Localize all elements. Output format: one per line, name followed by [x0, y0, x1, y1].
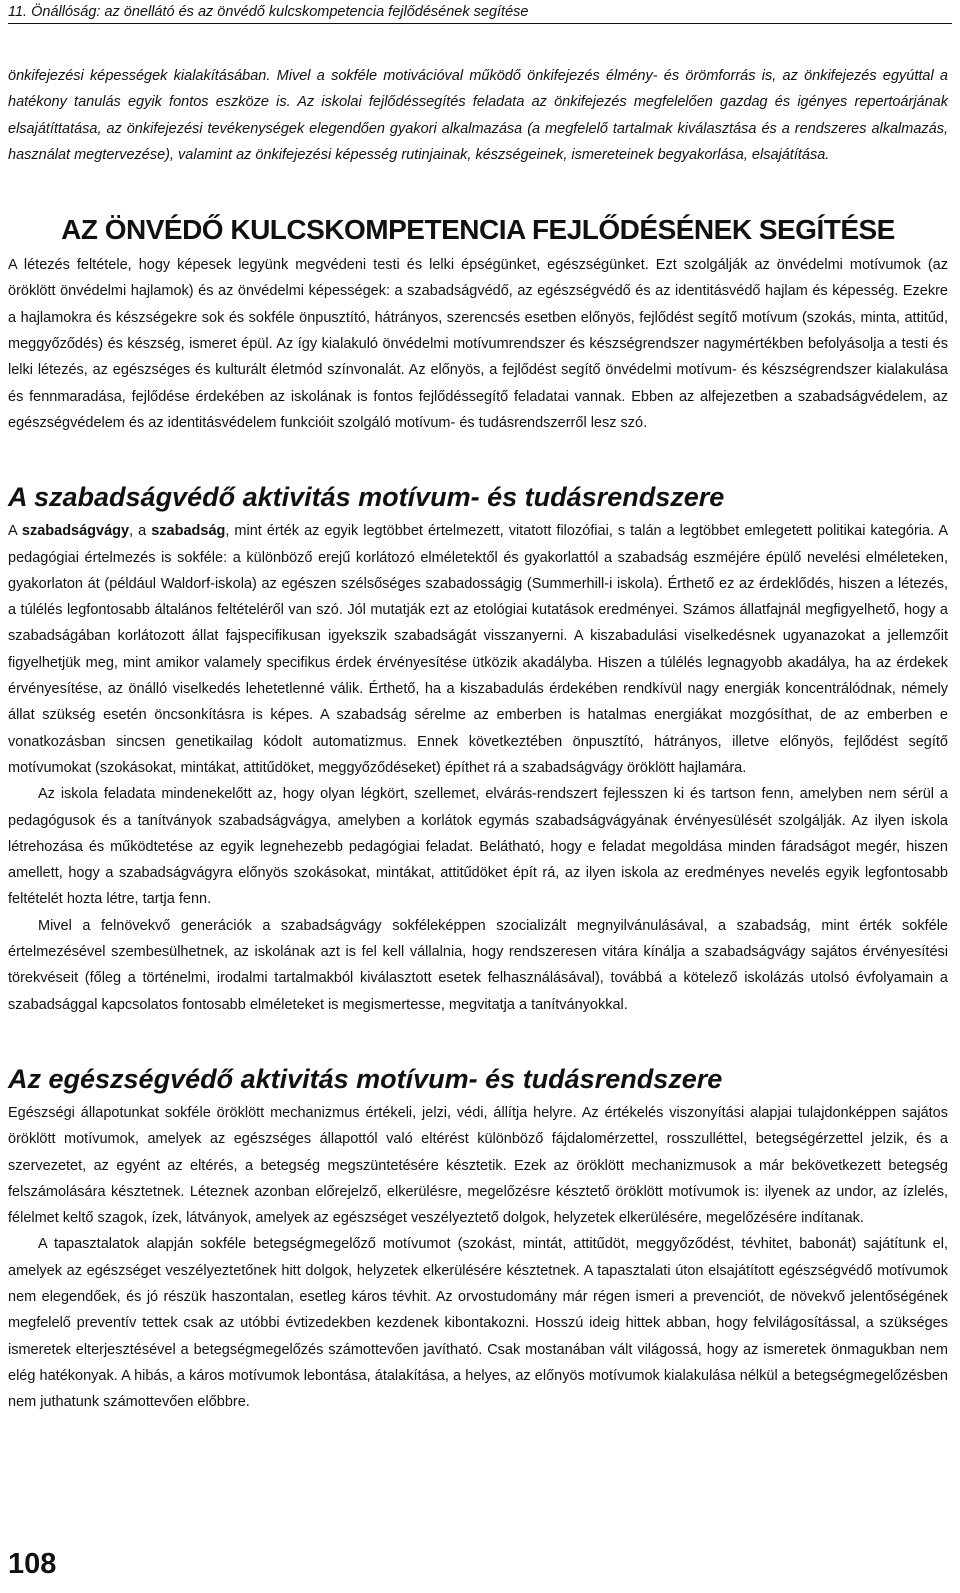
freedom-paragraph-3: Mivel a felnövekvő generációk a szabadságvágy sokféleképpen szocializált megnyilvánulásával, a szabadság, mint érték sokféle értelmezésével szembesülhetnek, az iskolának azt is fel kell vállalnia, hogy rendszeresen vitára kínálja a szabadságvágy sajátos érvényesítési törekvéseit (főleg a történelmi, irodalmi tartalmakból kiválasztott esetek felhasználásával), továbbá a kötelező iskolázás utolsó évfolyamain a szabadsággal kapcsolatos fontosabb elméleteket is megismertesse, megvitatja a tanítványokkal. [8, 917, 948, 1013]
chapter-intro-paragraph: A létezés feltétele, hogy képesek legyünk megvédeni testi és lelki épségünket, egészségünket. Ezt szolgálják az önvédelmi motívumok (az öröklött önvédelmi hajlamok) és az önvédelmi képességek: a szabadságvédő, az egészségvédő és az identitásvédő hajlam és képesség. Ezekre a hajlamokra és készségekre sok és sokféle önpusztító, hátrányos, szerencsés esetben előnyös, fejlődést segítő motívum (szokás, minta, attitűd, meggyőződés) és készség, ismeret épül. Az így kialakuló önvédelmi motívumrendszer és készségrendszer nagymértékben befolyásolja a testi és lelki létezés, az egészséges és kulturált életmód színvonalát. Az előnyös, a fejlődést segítő önvédelmi motívum- és készségrendszer kialakulása és fennmaradása, fejlődése érdekében az iskolának is fontos fejlődéssegítő feladatai vannak. Ebben az alfejezetben a szabadságvédelem, az egészségvédelem és az identitásvédelem funkcióit szolgáló motívum- és tudásrendszerről lesz szó. [8, 257, 948, 431]
page-number: 108 [8, 1548, 57, 1580]
health-paragraph-2: A tapasztalatok alapján sokféle betegségmegelőző motívumot (szokást, mintát, attitűdöt, meggyőződést, tévhitet, babonát) sajátítunk el, amelyek az egészséget veszélyeztetőnek hitt dolgok, helyzetek elkerülésére késztetnek. A tapasztalati úton elsajátított egészségvédő motívumok nem elegendőek, és jó részük haszontalan, esetleg káros tévhit. Az orvostudomány már régen ismeri a prevenciót, de növekvő jelentőségének megfelelő preventív tettek csak az utóbbi évtizedekben kezdenek kibontakozni. Hosszú ideig hittek abban, hogy felvilágosítással, a szükséges ismeretek elterjesztésével a betegségmegelőzés számottevően javítható. Csak mostanában vált világossá, hogy az ismeretek önmagukban nem elég hatékonyak. A hibás, a káros motívumok lebontása, átalakítása, a helyes, az előnyös motívumok kialakulása nélkül a betegségmegelőzésben nem juthatunk számottevően előbbre. [8, 1236, 948, 1411]
bold-term: szabadság [151, 523, 226, 540]
health-section-heading: Az egészségvédő aktivitás motívum- és tudásrendszere [8, 1063, 723, 1094]
bold-term: szabadságvágy [21, 523, 130, 540]
chapter-heading: AZ ÖNVÉDŐ KULCSKOMPETENCIA FEJLŐDÉSÉNEK SEGÍTÉSE [61, 214, 895, 246]
freedom-section-heading: A szabadságvédő aktivitás motívum- és tudásrendszere [8, 482, 725, 513]
page-body [8, 63, 948, 1415]
text-run: , a [129, 523, 152, 540]
running-header: 11. Önállóság: az önellátó és az önvédő kulcskompetencia fejlődésének segítése [8, 4, 952, 24]
intro-paragraph: önkifejezési képességek kialakításában. Mivel a sokféle motivációval működő önkifejezés élmény- és örömforrás is, az önkifejezés egyúttal a hatékony tanulás egyik fontos eszköze is. Az iskolai fejlődéssegítés feladata az önkifejezés megfelelően gazdag és igényes repertoárjának elsajátíttatása, az önkifejezési tevékenységek elegendően gyakori alkalmazása (a megfelelő tartalmak kiválasztása és a rendszeres alkalmazás, használat megtervezése), valamint az önkifejezési képesség rutinjainak, készségeinek, ismereteinek begyakorlása, elsajátítása. [8, 68, 948, 163]
text-run: , mint érték az egyik legtöbbet értelmezett, vitatott filozófiai, s talán a legtöbbet emlegetett politikai kategória. A pedagógiai értelmezés is sokféle: a különböző erejű korlátozó elméletektől és gyakorlattól a szabadság eszméjére épülő nevelési elméleteken, gyakorlaton át (például Waldorf-iskola) az egészen szélsőséges szabadosságig (Summerhill-i iskola). Érthető ez az érdeklődés, hiszen a létezés, a túlélés legfontosabb általános feltételéről van szó. Jól mutatják ezt az etológiai kutatások eredményei. Számos állatfajnál megfigyelhető, hogy a szabadságában korlátozott állat fajspecifikusan igyekszik szabadságát visszanyerni. A kiszabadulási viselkedésnek ugyanazokat a jellemzőit figyelhetjük meg, mint amikor valamely specifikus érdek érvényesítése ütközik akadályba. Hiszen a túlélés legnagyobb akadálya, ha az érdekek érvényesítése, az önálló viselkedés lehetetlenné válik. Érthető, ha a kiszabadulás érdekében rendkívül nagy energiák koncentrálódnak, némely állat szükség esetén öncsonkításra is képes. A szabadság sérelme az emberben is hatalmas energiákat mozgósíthat, de az emberben e vonatkozásban sincsen genetikailag kódolt automatizmus. Ennek következtében önpusztító, hátrányos, illetve előnyös, fejlődést segítő motívumokat (szokásokat, mintákat, attitűdöket, meggyőződéseket) építhet rá a szabadságvágy öröklött hajlamára. [8, 523, 948, 776]
freedom-paragraph-1 [8, 518, 948, 781]
health-paragraph-1: Egészségi állapotunkat sokféle öröklött mechanizmus értékeli, jelzi, védi, állítja helyre. Az értékelés viszonyítási alapjai tulajdonképpen sajátos öröklött motívumok, amelyek az egészséges állapottól való eltérést különböző fájdalomérzettel, rosszulléttel, betegségérzettel jelzik, és a szervezetet, az egyént az eltérés, a betegség megszüntetésére késztetik. Ezek az öröklött mechanizmusok a már bekövetkezett betegség felszámolására késztetnek. Léteznek azonban előrejelző, elkerülésre, megelőzésre késztető öröklött motívumok is: ilyenek az undor, az ízlelés, félelmet keltő szagok, ízek, látványok, amelyek az egészséget veszélyeztető dolgok, helyzetek elkerülésére, megelőzésére indítanak. [8, 1104, 948, 1227]
text-run: A [8, 523, 22, 540]
freedom-paragraph-2: Az iskola feladata mindenekelőtt az, hogy olyan légkört, szellemet, elvárás-rendszert fejlesszen ki és tartson fenn, amelyben nem sérül a pedagógusok és a tanítványok szabadságvágya, amelyben a korlátok egymás szabadságvágyának érvényesülését szolgálják. Az ilyen iskola létrehozása és működtetése az egyik legnehezebb pedagógiai feladat. Belátható, hogy e feladat megoldása minden fáradságot megér, hiszen amellett, hogy a szabadságvágyra előnyös szokásokat, mintákat, attitűdöket épít rá, az ilyen iskola az eredményes nevelés egyik legfontosabb feltételét hozta létre, tartja fenn. [8, 786, 948, 908]
